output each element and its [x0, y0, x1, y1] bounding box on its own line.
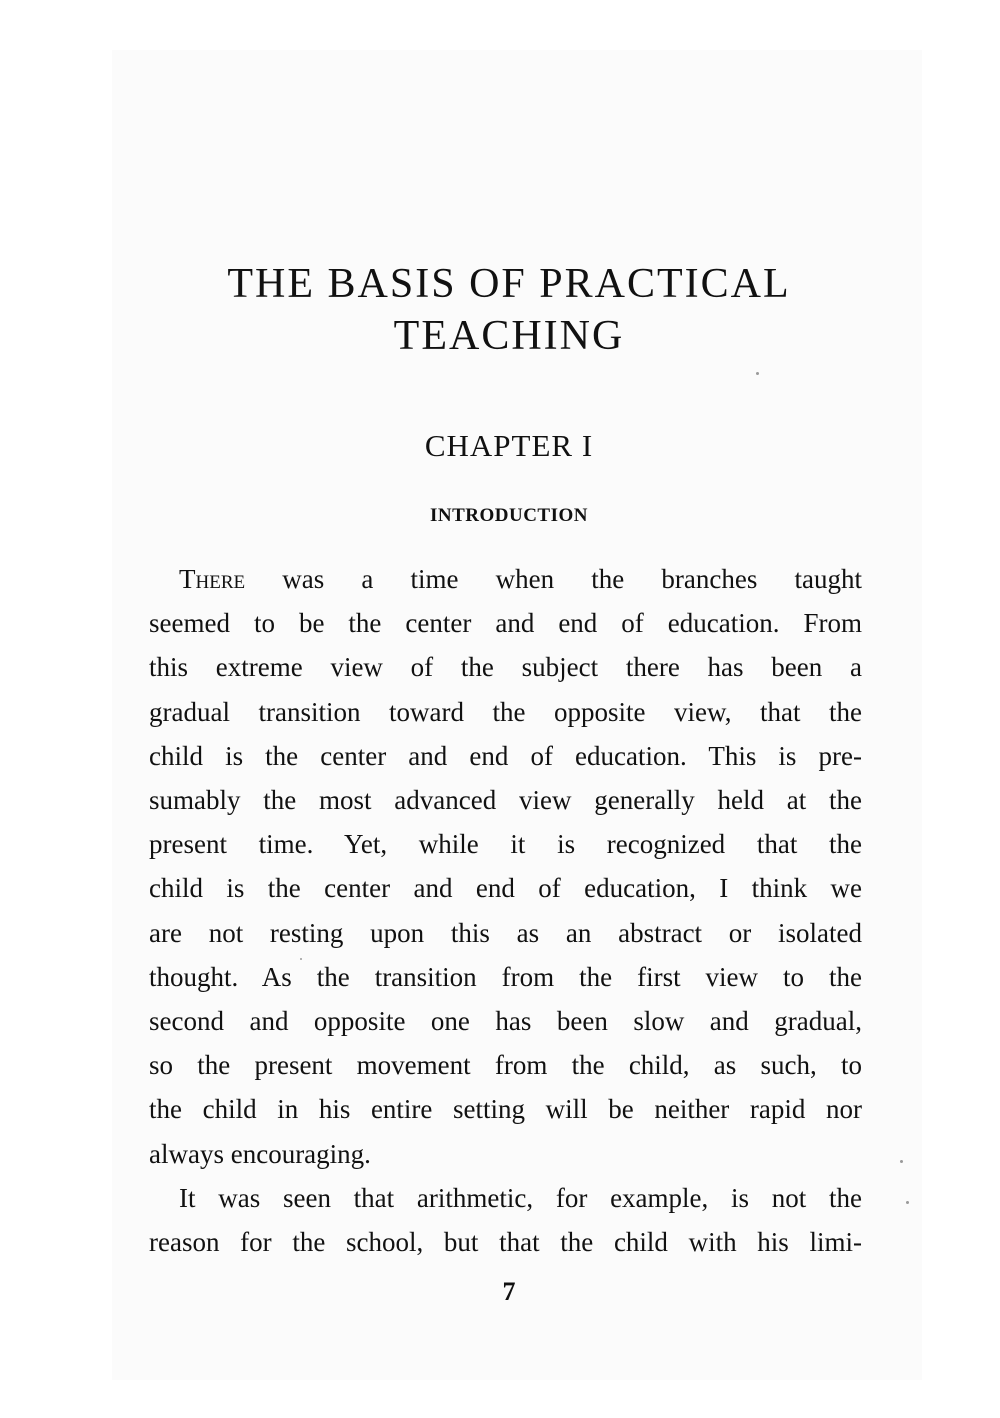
book-title: [150, 258, 868, 362]
scan-speck: [906, 1201, 909, 1204]
page-number: 7: [502, 1277, 516, 1306]
book-title-line-1: THE BASIS OF PRACTICAL: [227, 261, 791, 307]
paragraph-1-line-9: are not resting upon this as an abstract or isolated: [149, 917, 862, 948]
paragraph-1-line-1-rest: was a time when the branches taught: [245, 564, 862, 594]
paragraph-1-line-10: thought. As the transition from the first view to the: [149, 961, 862, 992]
paragraph-1-line-14: always encouraging.: [149, 1138, 371, 1169]
scan-speck: [300, 958, 302, 960]
paragraph-1-line-8: child is the center and end of education, I think we: [149, 873, 862, 904]
scan-speck: [756, 372, 759, 375]
scan-speck: [900, 1160, 903, 1163]
paragraph-2-line-1: It was seen that arithmetic, for example, is not the: [179, 1182, 862, 1213]
paragraph-1-line-3: this extreme view of the subject there has been a: [149, 652, 862, 683]
paragraph-1-line-13: the child in his entire setting will be neither rapid nor: [149, 1094, 862, 1125]
paragraph-1-line-1: [149, 557, 862, 601]
paragraph-2-line-2: reason for the school, but that the child with his limi-: [149, 1227, 862, 1258]
section-heading: INTRODUCTION: [429, 505, 589, 526]
paragraph-1-line-12: so the present movement from the child, as such, to: [149, 1050, 862, 1081]
paragraph-2: [149, 1176, 862, 1264]
paragraph-1-line-11: second and opposite one has been slow and gradual,: [149, 1006, 862, 1037]
chapter-heading: CHAPTER I: [424, 428, 594, 463]
book-title-line-2: TEACHING: [393, 313, 625, 359]
chapter-body-text: [149, 557, 862, 1264]
opening-word: There: [179, 564, 246, 594]
paragraph-1-line-4: gradual transition toward the opposite view, that the: [149, 696, 862, 727]
paragraph-1-line-7: present time. Yet, while it is recognized that the: [149, 829, 862, 860]
paragraph-1-line-5: child is the center and end of education. This is pre-: [149, 740, 862, 771]
paragraph-1-line-2: seemed to be the center and end of education. From: [149, 608, 862, 639]
paragraph-1: [149, 557, 862, 1176]
paragraph-1-line-6: sumably the most advanced view generally held at the: [149, 785, 862, 816]
